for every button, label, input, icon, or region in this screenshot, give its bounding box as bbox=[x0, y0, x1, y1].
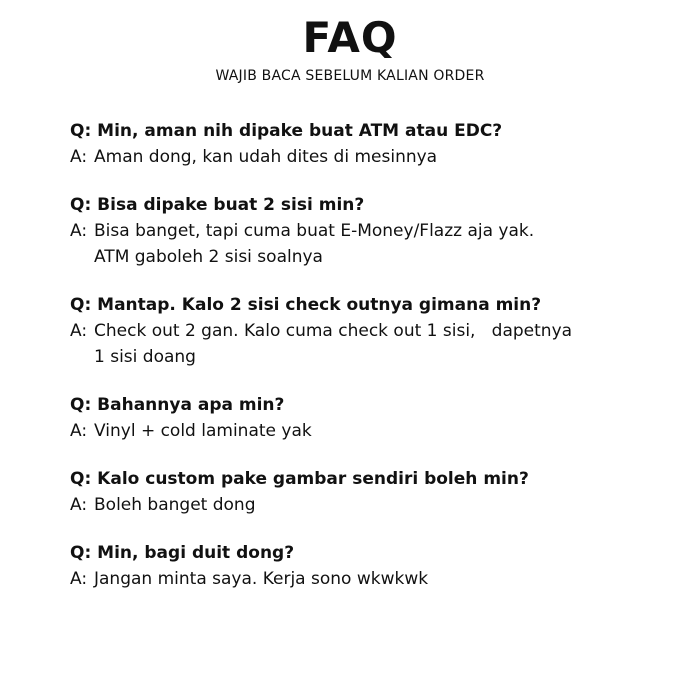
faq-answer bbox=[70, 318, 680, 370]
faq-item bbox=[70, 118, 680, 170]
faq-item bbox=[70, 392, 680, 444]
faq-answer bbox=[70, 218, 680, 270]
faq-item bbox=[70, 540, 680, 592]
faq-list bbox=[70, 118, 680, 614]
answer-line: Check out 2 gan. Kalo cuma check out 1 sisi, dapetnya bbox=[94, 321, 573, 341]
answer-line: Bisa banget, tapi cuma buat E-Money/Flazz aja yak. bbox=[94, 221, 535, 241]
faq-question: Q: Bisa dipake buat 2 sisi min? bbox=[70, 195, 365, 215]
faq-question: Q: Kalo custom pake gambar sendiri boleh min? bbox=[70, 469, 529, 489]
answer-line: ATM gaboleh 2 sisi soalnya bbox=[94, 247, 323, 267]
answer-body bbox=[94, 144, 680, 170]
answer-prefix: A: bbox=[70, 421, 88, 441]
answer-prefix: A: bbox=[70, 221, 88, 241]
answer-line: Vinyl + cold laminate yak bbox=[94, 421, 312, 441]
answer-body bbox=[94, 318, 680, 370]
faq-answer bbox=[70, 144, 680, 170]
faq-answer bbox=[70, 492, 680, 518]
answer-line: Aman dong, kan udah dites di mesinnya bbox=[94, 147, 438, 167]
faq-question: Q: Mantap. Kalo 2 sisi check outnya gimana min? bbox=[70, 295, 542, 315]
answer-line: 1 sisi doang bbox=[94, 347, 196, 367]
page-title: FAQ bbox=[302, 13, 398, 62]
faq-item bbox=[70, 292, 680, 370]
answer-prefix: A: bbox=[70, 321, 88, 341]
answer-prefix: A: bbox=[70, 569, 88, 589]
answer-body bbox=[94, 492, 680, 518]
faq-question: Q: Bahannya apa min? bbox=[70, 395, 285, 415]
answer-prefix: A: bbox=[70, 147, 88, 167]
faq-item bbox=[70, 466, 680, 518]
page-subtitle: WAJIB BACA SEBELUM KALIAN ORDER bbox=[215, 68, 485, 84]
answer-body bbox=[94, 218, 680, 270]
answer-line: Boleh banget dong bbox=[94, 495, 256, 515]
faq-answer bbox=[70, 566, 680, 592]
answer-body bbox=[94, 418, 680, 444]
answer-prefix: A: bbox=[70, 495, 88, 515]
faq-item bbox=[70, 192, 680, 270]
answer-line: Jangan minta saya. Kerja sono wkwkwk bbox=[94, 569, 429, 589]
answer-body bbox=[94, 566, 680, 592]
faq-answer bbox=[70, 418, 680, 444]
faq-question: Q: Min, bagi duit dong? bbox=[70, 543, 295, 563]
faq-question: Q: Min, aman nih dipake buat ATM atau EDC? bbox=[70, 121, 503, 141]
